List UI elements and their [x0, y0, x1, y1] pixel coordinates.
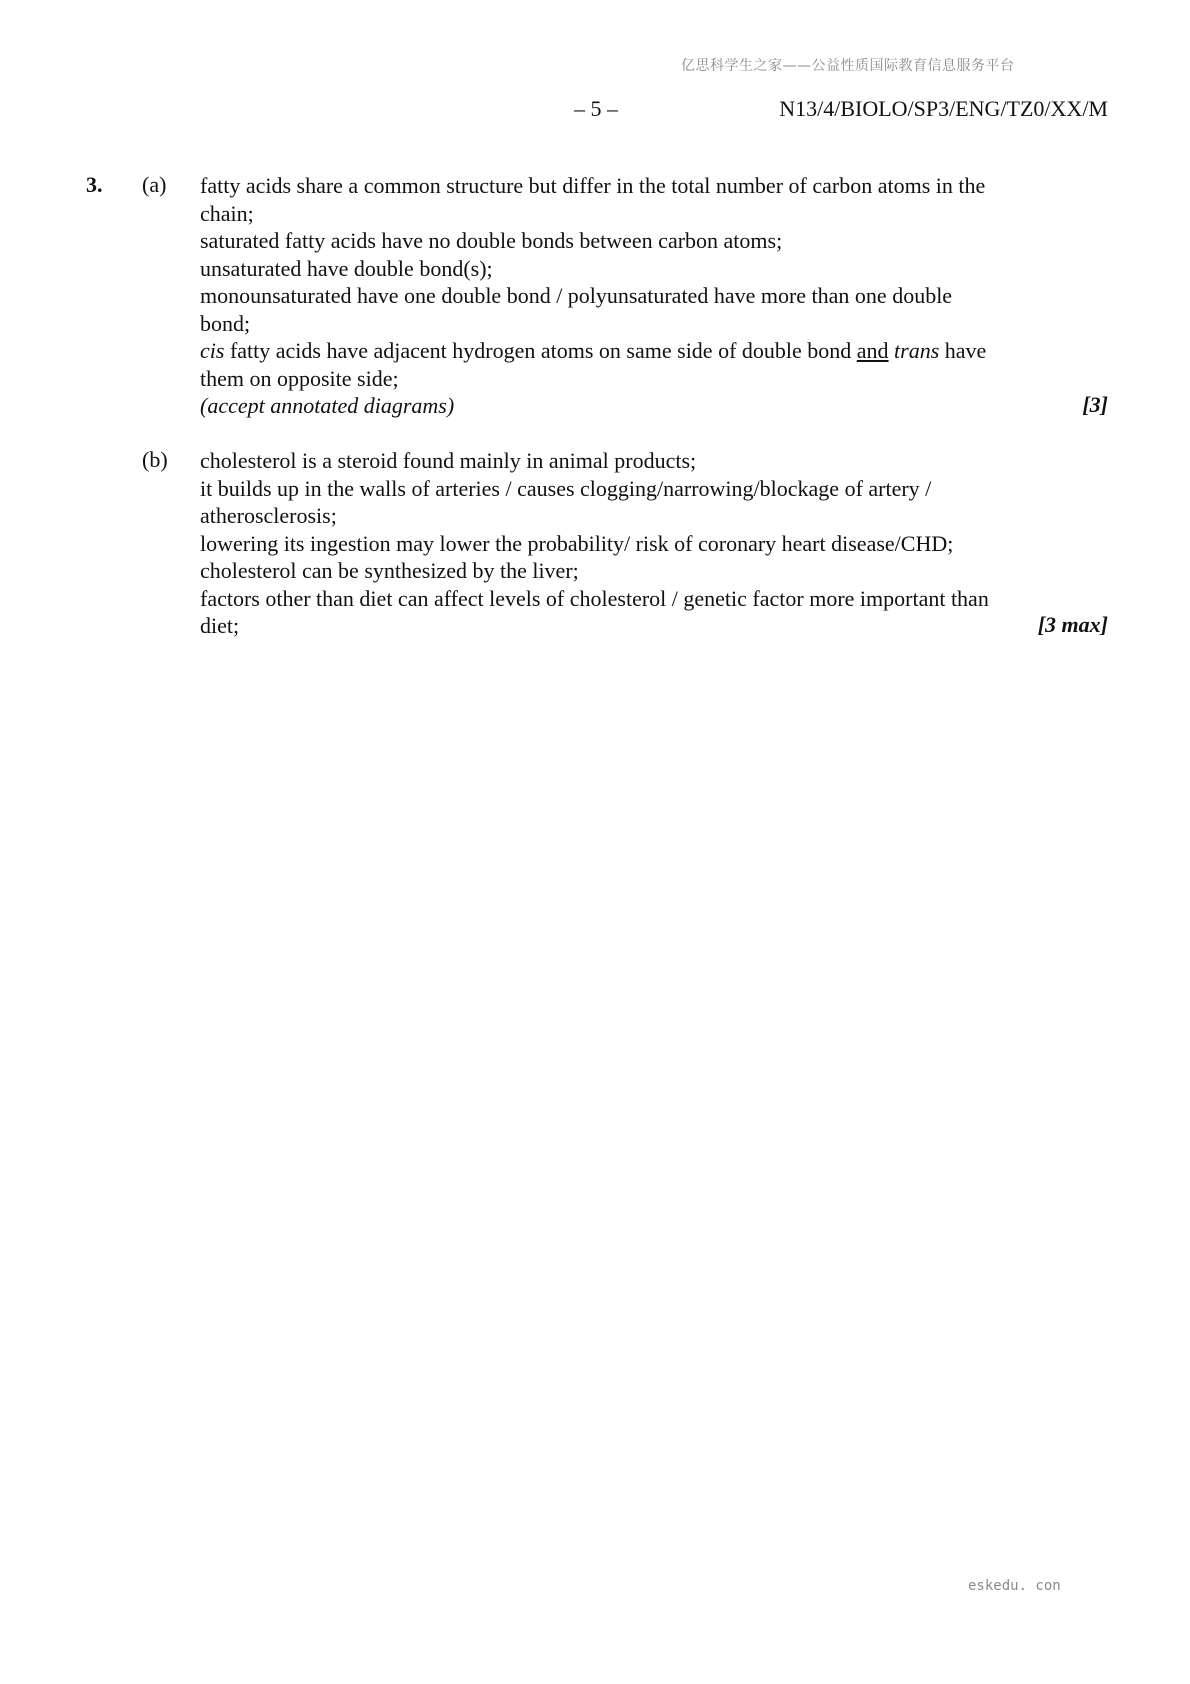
- answer-line: cholesterol is a steroid found mainly in animal products;: [200, 448, 697, 473]
- answer-line: saturated fatty acids have no double bonds between carbon atoms;: [200, 228, 783, 253]
- trans-term: trans: [894, 338, 940, 363]
- answer-line: monounsaturated have one double bond / polyunsaturated have more than one double bond;: [200, 283, 953, 336]
- examiner-note: (accept annotated diagrams): [200, 393, 455, 418]
- cis-trans-answer-line: [200, 337, 997, 392]
- part-a-label: (a): [142, 172, 167, 197]
- answer-line: lowering its ingestion may lower the probability/ risk of coronary heart disease/CHD;: [200, 530, 954, 556]
- part-a-answers: [200, 172, 997, 420]
- paper-code: N13/4/BIOLO/SP3/ENG/TZ0/XX/M: [779, 96, 1108, 121]
- answer-line: factors other than diet can affect levels of cholesterol / genetic factor more important than diet;: [200, 585, 989, 638]
- header-watermark: 亿思科学生之家——公益性质国际教育信息服务平台: [681, 58, 1015, 74]
- part-b-label: (b): [142, 447, 168, 472]
- answer-line: cholesterol can be synthesized by the liver;: [200, 558, 579, 583]
- cis-text: fatty acids have adjacent hydrogen atoms on same side of double bond: [224, 338, 857, 363]
- footer-watermark: eskedu. con: [968, 1578, 1061, 1594]
- answer-line: it builds up in the walls of arteries / causes clogging/narrowing/blockage of artery / atherosclerosis;: [200, 475, 932, 528]
- and-underlined: and: [856, 338, 889, 363]
- question-number: 3.: [86, 172, 103, 197]
- trans-text: have them on opposite side;: [200, 338, 987, 391]
- part-a-marks: [3]: [1082, 392, 1108, 417]
- page-number: – 5 –: [574, 96, 618, 121]
- part-b-answers: [200, 447, 997, 640]
- cis-term: cis: [200, 338, 225, 363]
- part-b-marks: [3 max]: [1037, 612, 1108, 637]
- answer-line: unsaturated have double bond(s);: [200, 255, 493, 281]
- answer-line: fatty acids share a common structure but differ in the total number of carbon atoms in the chain;: [200, 173, 986, 226]
